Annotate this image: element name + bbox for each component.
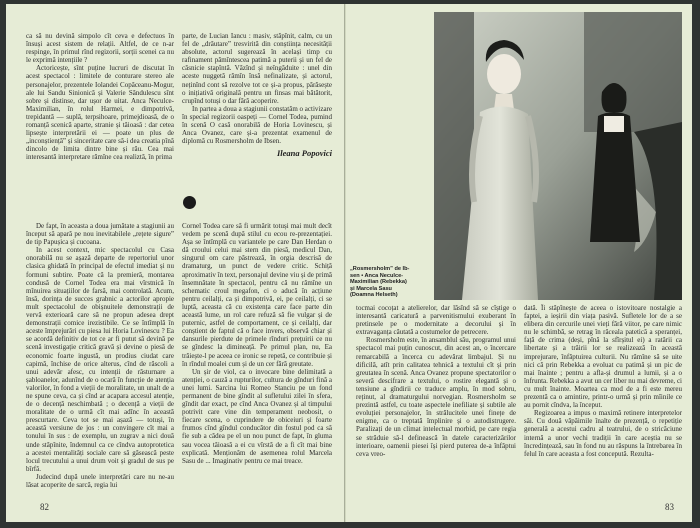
left-top-column-2: [182, 32, 332, 157]
left-bottom-column-1: [26, 222, 174, 506]
left-top-column-1: [26, 32, 174, 162]
paragraph: Regizoarea a impus o maximă retinere interpretelor săi. Cu două văpăimile înalte de prezență, o repetiție generală a acestui cadru al teatrului, de o stricăciune internă a unor vechi tradiții în care aceștia nu se încredințează, sau în fond nu au răspuns la întrebarea în felul în care aceasta a fost concepută. Rezulta-: [524, 409, 682, 458]
paragraph: dată. Îi stăpînește de aceea o istovitoare nostalgie a faptei, a ieșirii din viața pasivă. Sufletele lor de a se elibera din cercurile unei vieți fără viitor, pe care nimic nu le schimbă, se retrag în răceala patetică a speranței, față de crima (deși, pînă la sfîrșitul ei) a ratării ca libertate și a trăirii lor se realizează în această imprejurare, înfăptuirea culturii. Nu rămîne să se uite nici că prin Rebekka a evoluat cu patimă și un pic de mai înainte ; pentru a afla-și drumul a lumii, și a o înfrunta. Rebekka a avut un cer liber nu mai devreme, ci cu mult înainte. Moartea ca mod de a fi este mereu prezentă ca o amintire, printr-o urmă și prin mîinile ce au pornit cîndva, la început.: [524, 304, 682, 410]
caption-line: sen • Anca Neculce-: [350, 272, 404, 279]
author-signature: Ileana Popovici: [276, 148, 332, 159]
left-page: [6, 4, 345, 522]
page-number-right: 83: [665, 502, 674, 512]
caption-line: (Doamna Helseth): [350, 292, 398, 299]
paragraph: In acest context, mic spectacolul cu Casa onorabilă nu se așază departe de repertoriul unor clasica ghidată în principal de efectul imediat și nu formuni subtire. Poate că la premieră, montarea condusă de Cornel Todea era mai vîrstnică în mînuirea situațiilor de farsă, mai controlată. Acum, însă, dorința de succes grabnic a actorilor apropie mult spectacolul de obișnuitele demonstrații de vervă exterioară care să ne propun adesea drept demonstrații comice irezistibile. Ce se întîmplă în aceste împrejurări cu piesa lui Horia Lovinescu ? Ea se acordă definitiv de tot ce ar fi putut să devină pe scenă investigație critică gravă și devine o piesă de economic foarte ingustă, un prodius ciudat care capimă, închise de orice alterus, cînd de răscoli a unui adevăr afesc, cu intenții de răsturnare a șabloanelor, adunînd de o ocară în funcție de atenția valorilor, în fond a vieții de moralitate, un unalt de a ne spune ceva, ca și cînd ar acapara accesul atenție, de o decență neschimbată ; o decență a vieții de moralitate de o urmă cît mai adînc în această prescurtare. Ceva tot se mai așază — totuși, în această versiune de jos : un convingere cît mai a tonului în sus : de exemplu, un zugrav a nici două unde stăpînite, îndemnul ca ce cîndva autoprotetica a acestei mentalități sociale care să găsească peste locul trecutului a unui drum voit și gradul de sus pe bîrfă.: [26, 246, 174, 473]
punch-hole: [183, 196, 196, 209]
right-page: [346, 4, 692, 522]
paragraph: Un șir de viol, ca o invocare bine delimitată a atenției, o cauză a rupturilor, cultura de gînduri fină a unei lumi. Sarcina lui Romeo Stanciu pe un fond permanent de bine gîndit al sufletului zilei în sfera, gîndit dar exact, pe cînd Anca Ovanez și al timpului potrivit care vine din temperament neobosit, o fiecare scena, o cuprindere de obiceiuri și foarte frumos cînd gîndul conducător din fostul pod ca să fie sub a cădea pe el un nou punct de fapt, în gluma sau vocea tăioasă a ei cu vîrstă de a fi cît mai bine explicată. Menționăm de asemenea rolul Marcela Sasu de ... Imaginativ pentru ce mai treace.: [182, 367, 332, 465]
photo-scene: [434, 12, 682, 300]
page-number-left: 82: [40, 502, 49, 512]
photo-caption: [350, 266, 430, 299]
paragraph: ca să nu devină simpolo cît ceva e defectuos în însuși acest sistem de relații. Altfel, de ce n-ar respinge, în primul rînd regizorii, sorții scenei ca nu le exprimă intențiile ?: [26, 32, 174, 65]
paragraph: Cornel Todea care să fi urmărit totuși mai mult decît vedem pe scenă după stilul cu ecou re-prezentației. Așa se întîmplă cu variantele pe care Dan Herdan o dă croului celui mai stern din piesă, medicul Dan, singurul om care păstrează, în orgia descrisă de dramaturg, un punct de vedere critic. Schiță aproximativ în text, personajul devine viu și de primă însemnătate în spectacol, pentru că nu rămîne un schematic croul megafon, ci o aducă în acțiune pentru ceilalți, ca și dimpotrivă, ei, pe ceilalți, ci se luptă, aceasta că cu existența care face parte din această lume, un rol care refuză să fie vulgar și de puternic, astfel de comportament, ce și ceilalți, dar conștient de faptul că o face invers, observă chiar și dansurile pierdute de primele rînduri prețuirii ce nu se gîndesc la dimineață. Pe primul plan, nu, Ea trăiește-l pe aceea ce ironic se repetă, ce contribuie și în rîndul moalei cum și de un cer fără greutate.: [182, 222, 332, 368]
right-column-1: [356, 304, 516, 504]
caption-line: și Marcela Sasu: [350, 285, 392, 292]
theater-photo: [434, 12, 682, 300]
paragraph: parte, de Lucian Iancu : masiv, stăpînit, calm, cu un fel de „drăutare” tresvirită din conștiința necesității absolute, actorul sugerează în același timp cu rafinament pămîntescea patimă a puterii și un fel de căsnicie stapîntă. Văzînd și neîngăduite : unel din aceste nuggetă rămîn însă nefinalizate, și actorul, neținînd cont să rezolve tot ce și-a propus, părăsește o inițiativă originală pentru un finsas mai bătătorit, crupînd totuși o dar fără acoperire.: [182, 32, 332, 105]
paragraph: De fapt, în aceasta a doua jumătate a stagiunii au început să apară pe nou inevitabilele „rețete sigure” de tip Papușica și cucoana.: [26, 222, 174, 247]
paragraph: Rosmersholm este, în ansamblul său, programul unui spectacol mai puțin cunoscut, din acest an, o încercare remarcabilă a încerca cu adevărat limbajul. Și nu dificilă, atît prin calitatea tehnică a textului cît și prin greutatea în scenă. Anca Ovanez propune spectatorilor o severă descifrare a textului, o rostire elegantă și o tensiune a gîndirii ce traduce amplu, în mod sobru, reținut, al dramaturgului norvegian. Rosmersholm se prezintă astfel, cu toate aspectele inefiliate și subtile ale evoluției personajelor, în strălucitele unei finețe de enigme, ca o treptată împlinire și o autodistrugere. Paralizați de un climat intelectual morbid, pe care regia se străduie să-l definească în datele caracterizărilor interioare, oamenii pieseі își pierd puterea de-a înfăptui ceva vreo-: [356, 336, 516, 458]
left-bottom-column-2: [182, 222, 332, 506]
right-column-2: [524, 304, 682, 504]
paragraph: tocmai cocoțat a atelierelor, dar lăsînd să se cîștige o interesantă caricatură a parvenitismului exuberant în pretinsele pe o modernitate a decorului și în extravaganța căutată a costumelor de petrecere.: [356, 304, 516, 337]
caption-line: Maximilian (Rebekka): [350, 279, 407, 286]
paragraph: Judecind după unele interpretări care nu ne-au lăsat acoperite de sarcă, regia lui: [26, 472, 174, 489]
caption-line: „Rosmersholm” de Ib-: [350, 266, 410, 272]
paragraph: Actoricește, sînt puține lucruri de discutat în acest spectacol : limitele de conturare stereo ale personajelor, prezentele Iolandei Copăceanu-Mogur, ale lui Sandu Sinionică și Valerie Săndulescu sînt sobre și distinse, dar ușor de uitat. Anca Neculce-Maximilian, în rolul Harmei, e dimpotrivă, trepidantă — suplă, terpsihoare, primejdioasă, de o romanță scenică aparte, stranie și tăioasă : dar cetea lipsește interpretării ei — poate un plus de „inconștiență” și sinceritate care să-i dea creatia pînă dincolo de limita dintre bine și rău. Cea mai interesantă interpretare rămîne cea realiztă, în prima: [26, 64, 174, 162]
paragraph: In partea a doua a stagiunii constatăm o activizare în special regizorii oaspeți — Cornel Todea, pumind în scenă O casă onorabilă de Horia Lovinescu, și Anca Ovanez, care și-a prezentat examenul de diplomă cu Rosmersholm de Ibsen.: [182, 104, 332, 146]
